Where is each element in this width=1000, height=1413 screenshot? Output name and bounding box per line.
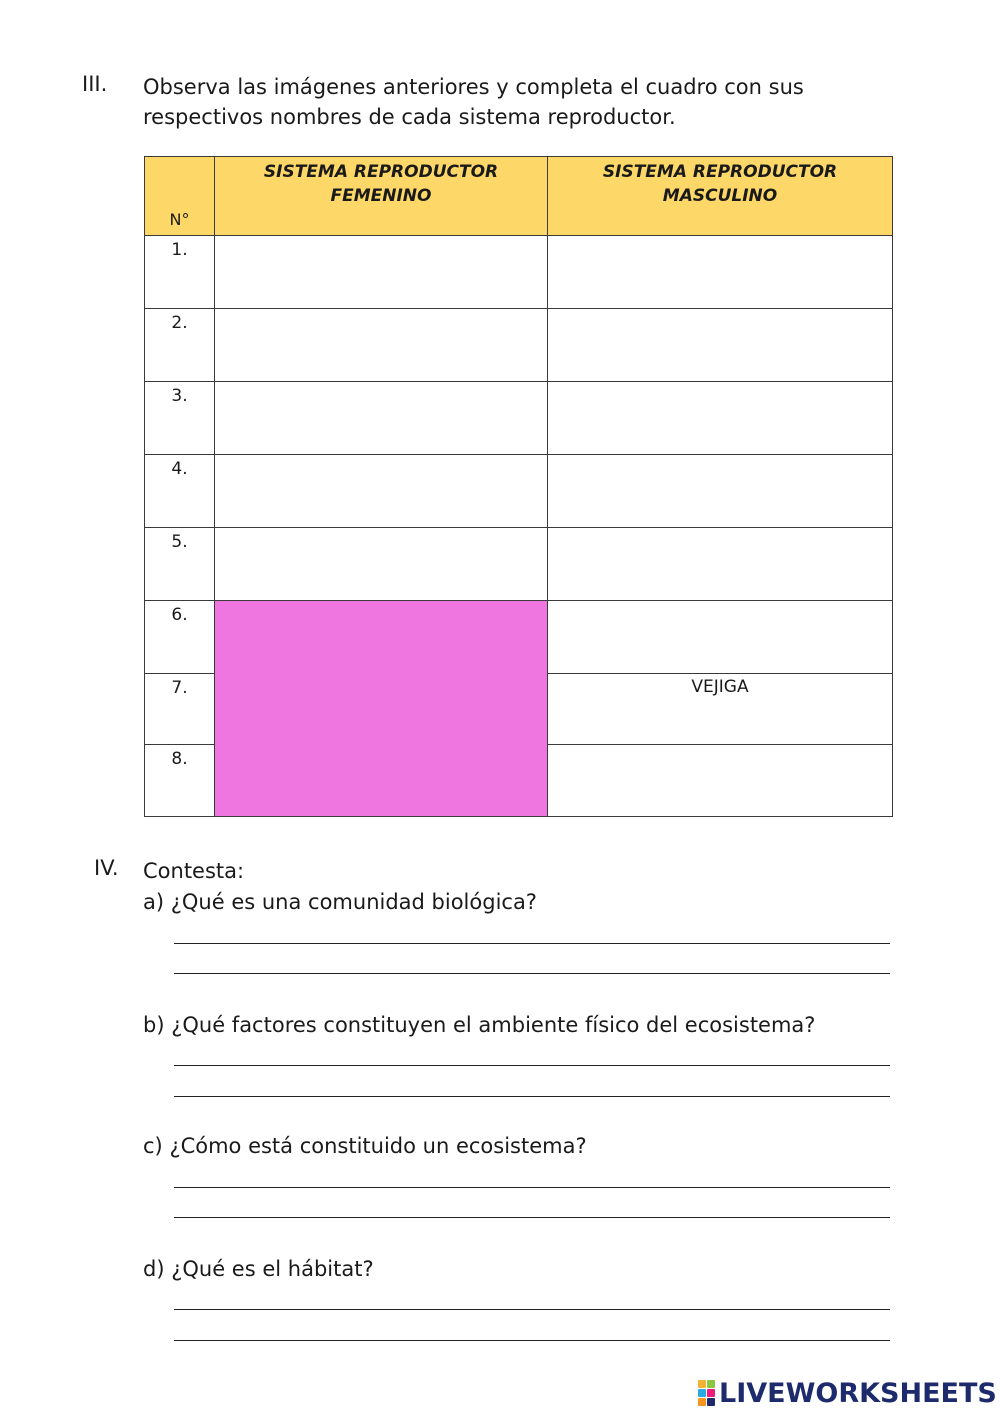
male-column-header <box>548 157 893 236</box>
logo-text: LIVEWORKSHEETS <box>719 1377 997 1409</box>
question-c <box>143 1131 587 1161</box>
row-number: 6. <box>145 601 215 674</box>
question-label: d) <box>143 1257 165 1281</box>
section-3-instruction-line-2: respectivos nombres de cada sistema reproductor. <box>143 105 676 129</box>
female-header-line-1: SISTEMA REPRODUCTOR <box>263 162 499 182</box>
male-answer-cell[interactable] <box>548 382 893 455</box>
table-row <box>145 236 893 309</box>
female-answer-cell[interactable] <box>215 382 548 455</box>
answer-line[interactable] <box>174 1309 890 1310</box>
question-text: ¿Qué es el hábitat? <box>171 1257 374 1281</box>
female-answer-cell[interactable] <box>215 309 548 382</box>
question-b <box>143 1010 815 1040</box>
section-3-numeral: III. <box>82 72 108 96</box>
question-d <box>143 1254 374 1284</box>
female-column-header <box>215 157 548 236</box>
question-label: a) <box>143 890 165 914</box>
row-number: 5. <box>145 528 215 601</box>
row-number: 7. <box>145 674 215 745</box>
male-header-line-2: MASCULINO <box>662 186 778 206</box>
row-number: 8. <box>145 745 215 817</box>
female-header-line-2: FEMENINO <box>330 186 432 206</box>
reproductive-system-table <box>144 156 893 817</box>
answer-line[interactable] <box>174 943 890 944</box>
male-answer-cell[interactable] <box>548 455 893 528</box>
liveworksheets-logo[interactable] <box>698 1378 997 1408</box>
male-answer-cell[interactable] <box>548 745 893 817</box>
question-label: b) <box>143 1013 165 1037</box>
question-a <box>143 887 537 917</box>
table-row <box>145 309 893 382</box>
answer-line[interactable] <box>174 1187 890 1188</box>
question-text: ¿Cómo está constituido un ecosistema? <box>169 1134 587 1158</box>
male-answer-cell[interactable] <box>548 309 893 382</box>
question-text: ¿Qué es una comunidad biológica? <box>170 890 537 914</box>
table-row <box>145 455 893 528</box>
table-header-row <box>145 157 893 236</box>
question-label: c) <box>143 1134 163 1158</box>
question-text: ¿Qué factores constituyen el ambiente físico del ecosistema? <box>171 1013 816 1037</box>
answer-line[interactable] <box>174 1096 890 1097</box>
row-number: 2. <box>145 309 215 382</box>
row-number: 3. <box>145 382 215 455</box>
answer-line[interactable] <box>174 973 890 974</box>
table-row <box>145 382 893 455</box>
male-answer-cell[interactable]: VEJIGA <box>548 674 893 745</box>
table-row <box>145 528 893 601</box>
male-answer-cell[interactable] <box>548 601 893 674</box>
number-column-header: N° <box>145 157 215 236</box>
section-3-instruction-line-1: Observa las imágenes anteriores y completa el cuadro con sus <box>143 75 804 99</box>
row-number: 4. <box>145 455 215 528</box>
male-answer-cell[interactable] <box>548 528 893 601</box>
answer-line[interactable] <box>174 1340 890 1341</box>
blocked-female-cell <box>215 601 548 817</box>
female-answer-cell[interactable] <box>215 455 548 528</box>
section-4-numeral: IV. <box>94 856 119 880</box>
male-answer-cell[interactable] <box>548 236 893 309</box>
female-answer-cell[interactable] <box>215 236 548 309</box>
male-header-line-1: SISTEMA REPRODUCTOR <box>602 162 838 182</box>
section-4-title: Contesta: <box>143 859 245 883</box>
row-number: 1. <box>145 236 215 309</box>
liveworksheets-logo-icon <box>698 1380 715 1406</box>
answer-line[interactable] <box>174 1065 890 1066</box>
table-row <box>145 601 893 674</box>
answer-line[interactable] <box>174 1217 890 1218</box>
female-answer-cell[interactable] <box>215 528 548 601</box>
